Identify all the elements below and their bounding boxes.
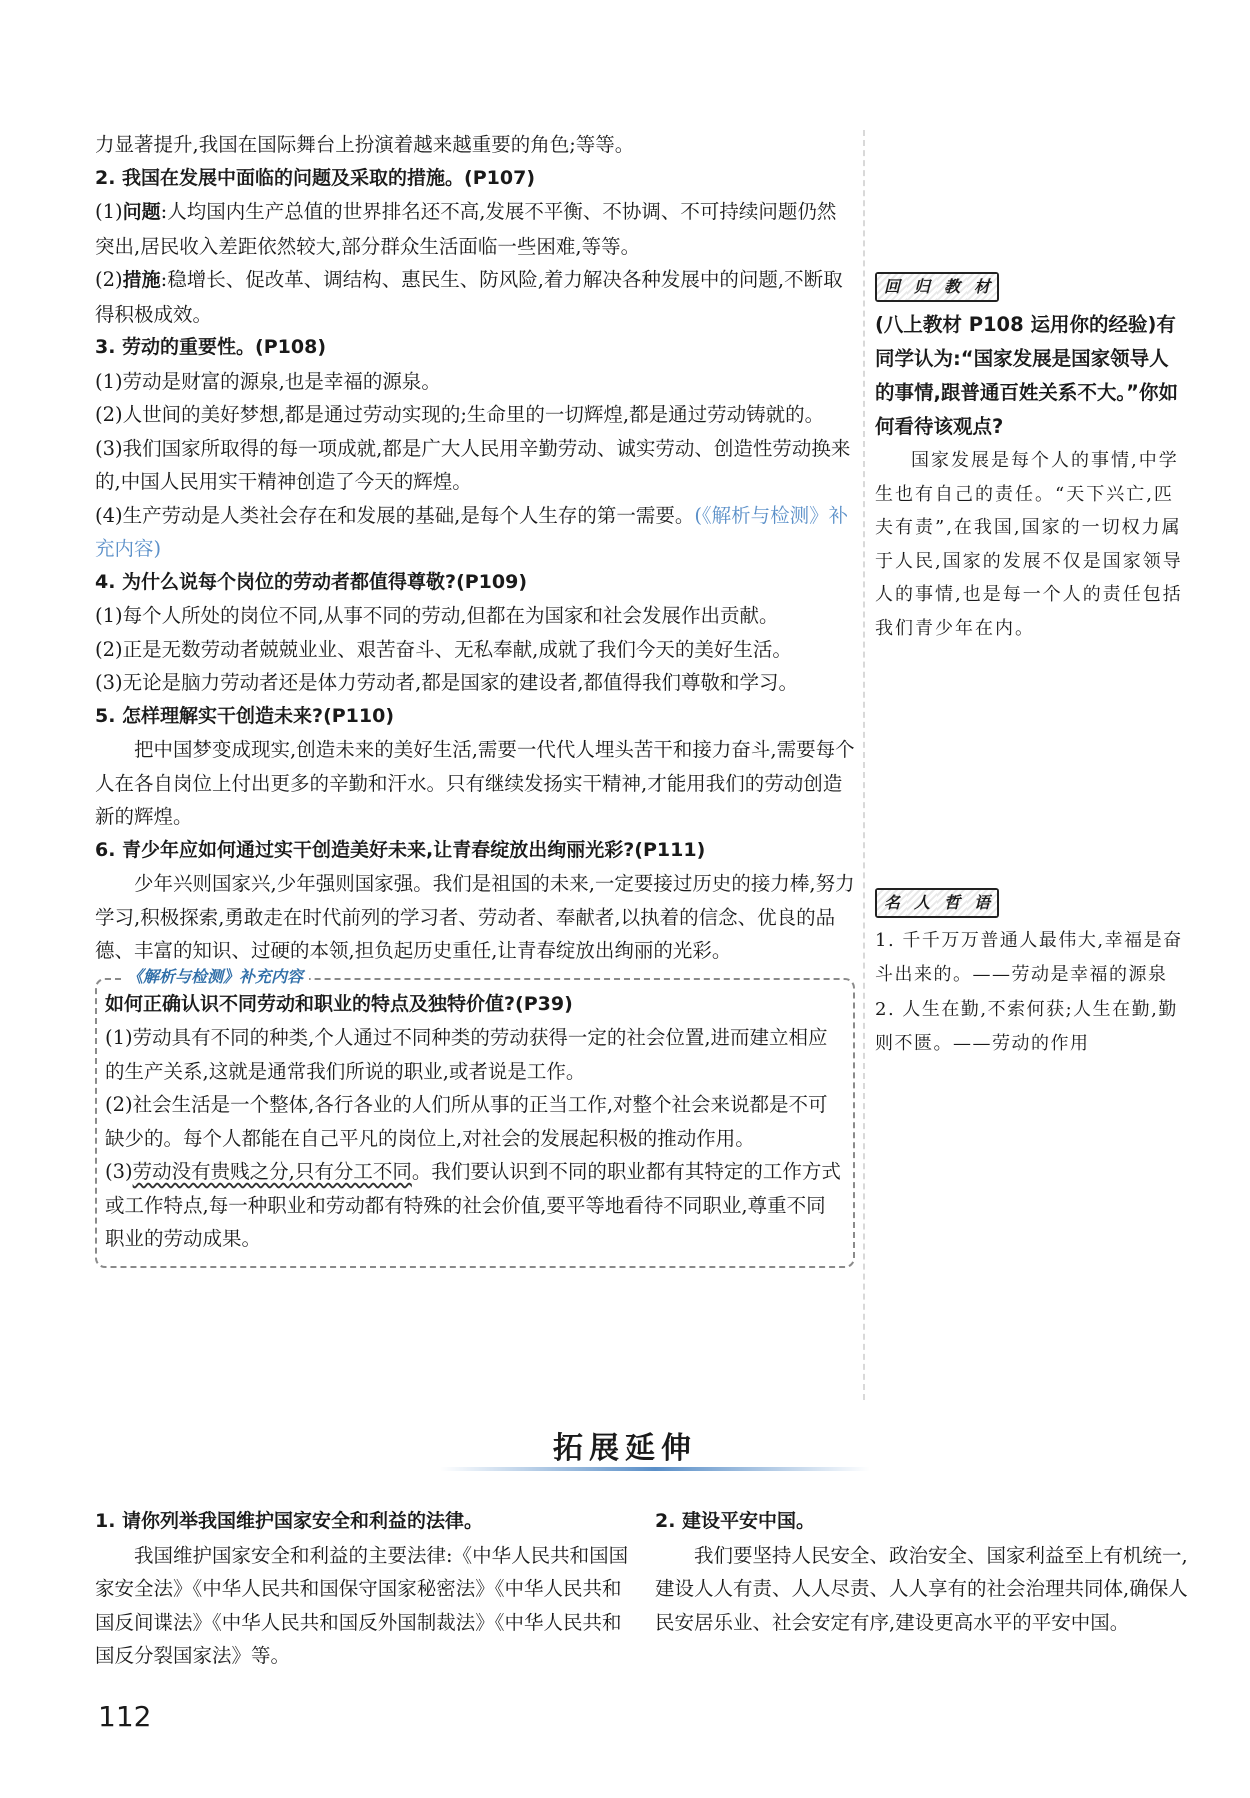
supplement-note: (《解析与检测》补充内容) bbox=[95, 503, 849, 560]
quote-item: 1. 千千万万普通人最伟大,幸福是奋斗出来的。——劳动是幸福的源泉 bbox=[875, 930, 1183, 985]
section-heading: 3. 劳动的重要性。(P108) bbox=[95, 336, 327, 358]
paragraph: (1)问题:人均国内生产总值的世界排名还不高,发展不平衡、不协调、不可持续问题仍然突出,居民收入差距依然较大,部分群众生活面临一些困难,等等。 bbox=[95, 200, 837, 258]
paragraph: (1)劳动是财富的源泉,也是幸福的源泉。 bbox=[95, 369, 441, 393]
paragraph: (3)我们国家所取得的每一项成就,都是广大人民用辛勤劳动、诚实劳动、创造性劳动换来的,中国人民用实干精神创造了今天的辉煌。 bbox=[95, 436, 851, 493]
sidebar-famous-quotes bbox=[875, 888, 1183, 1060]
paragraph: 少年兴则国家兴,少年强则国家强。我们是祖国的未来,一定要接过历史的接力棒,努力学习,积极探索,勇敢走在时代前列的学习者、劳动者、奉献者,以执着的信念、优良的品德、丰富的知识、过硬的本领,担负起历史重任,让青春绽放出绚丽的光彩。 bbox=[95, 872, 855, 962]
section-heading: 6. 青少年应如何通过实干创造美好未来,让青春绽放出绚丽光彩?(P111) bbox=[95, 838, 706, 861]
paragraph: (3)劳动没有贵贱之分,只有分工不同。我们要认识到不同的职业都有其特定的工作方式或工作特点,每一种职业和劳动都有特殊的社会价值,要平等地看待不同职业,尊重不同职业的劳动成果。 bbox=[105, 1160, 841, 1250]
tag-label: 名 人 哲 语 bbox=[875, 888, 999, 918]
paragraph: (2)人世间的美好梦想,都是通过劳动实现的;生命里的一切辉煌,都是通过劳动铸就的。 bbox=[95, 403, 825, 426]
paragraph: 力显著提升,我国在国际舞台上扮演着越来越重要的角色;等等。 bbox=[95, 133, 635, 156]
page-number: 112 bbox=[98, 1700, 152, 1733]
section-title: 拓展延伸 bbox=[553, 1431, 697, 1466]
main-column bbox=[95, 128, 855, 1268]
wavy-underline-text: 劳动没有贵贱之分,只有分工不同 bbox=[132, 1160, 412, 1183]
column-divider bbox=[863, 130, 865, 1400]
paragraph: 我国维护国家安全和利益的主要法律:《中华人民共和国国家安全法》《中华人民共和国保守国家秘密法》《中华人民共和国反间谍法》《中华人民共和国反外国制裁法》《中华人民共和国反分裂国家法》等。 bbox=[95, 1543, 629, 1667]
paragraph: (3)无论是脑力劳动者还是体力劳动者,都是国家的建设者,都值得我们尊敬和学习。 bbox=[95, 671, 799, 694]
paragraph: (1)劳动具有不同的种类,个人通过不同种类的劳动获得一定的社会位置,进而建立相应的生产关系,这就是通常我们所说的职业,或者说是工作。 bbox=[105, 1026, 828, 1083]
extension-heading: 2. 建设平安中国。 bbox=[655, 1510, 816, 1532]
sidebar-textbook-review bbox=[875, 272, 1183, 645]
section-heading: 5. 怎样理解实干创造未来?(P110) bbox=[95, 704, 395, 727]
paragraph: (2)社会生活是一个整体,各行各业的人们所从事的正当工作,对整个社会来说都是不可缺少的。每个人都能在自己平凡的岗位上,对社会的发展起积极的推动作用。 bbox=[105, 1093, 828, 1150]
extension-left bbox=[95, 1505, 635, 1673]
box-question: 如何正确认识不同劳动和职业的特点及独特价值?(P39) bbox=[105, 992, 573, 1015]
keyword: 措施 bbox=[122, 269, 161, 291]
paragraph: (2)措施:稳增长、促改革、调结构、惠民生、防风险,着力解决各种发展中的问题,不断取得积极成效。 bbox=[95, 268, 843, 326]
keyword: 问题 bbox=[122, 201, 161, 223]
sidebar-question: (八上教材 P108 运用你的经验)有同学认为:“国家发展是国家领导人的事情,跟普通百姓关系不大。”你如何看待该观点? bbox=[875, 313, 1178, 438]
paragraph: 把中国梦变成现实,创造未来的美好生活,需要一代代人埋头苦干和接力奋斗,需要每个人在各自岗位上付出更多的辛勤和汗水。只有继续发扬实干精神,才能用我们的劳动创造新的辉煌。 bbox=[95, 738, 855, 828]
paragraph: (2)正是无数劳动者兢兢业业、艰苦奋斗、无私奉献,成就了我们今天的美好生活。 bbox=[95, 637, 792, 661]
supplement-box bbox=[95, 966, 855, 1268]
paragraph: 我们要坚持人民安全、政治安全、国家利益至上有机统一,建设人人有责、人人尽责、人人享有的社会治理共同体,确保人民安居乐业、社会安定有序,建设更高水平的平安中国。 bbox=[655, 1543, 1188, 1634]
quote-item: 2. 人生在勤,不索何获;人生在勤,勤则不匮。——劳动的作用 bbox=[875, 999, 1178, 1054]
extension-right bbox=[655, 1505, 1195, 1639]
tag-label: 回 归 教 材 bbox=[875, 272, 999, 302]
paragraph: (1)每个人所处的岗位不同,从事不同的劳动,但都在为国家和社会发展作出贡献。 bbox=[95, 604, 779, 627]
section-heading: 2. 我国在发展中面临的问题及采取的措施。(P107) bbox=[95, 166, 536, 189]
supplement-box-title: 《解析与检测》补充内容 bbox=[121, 966, 309, 988]
sidebar-answer: 国家发展是每个人的事情,中学生也有自己的责任。“天下兴亡,匹夫有责”,在我国,国家的一切权力属于人民,国家的发展不仅是国家领导人的事情,也是每一个人的责任包括我们青少年在内。 bbox=[875, 450, 1183, 639]
section-title-underline bbox=[440, 1467, 870, 1471]
paragraph: (4)生产劳动是人类社会存在和发展的基础,是每个人生存的第一需要。(《解析与检测》补充内容) bbox=[95, 503, 849, 560]
extension-heading: 1. 请你列举我国维护国家安全和利益的法律。 bbox=[95, 1510, 484, 1532]
section-heading: 4. 为什么说每个岗位的劳动者都值得尊敬?(P109) bbox=[95, 570, 528, 593]
